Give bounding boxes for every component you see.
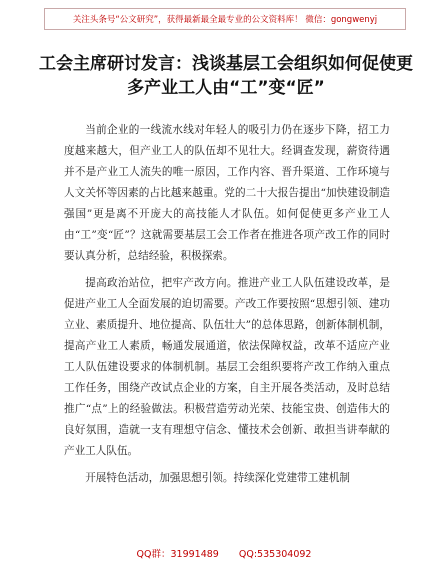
qq-group-text: QQ群：31991489 [136,549,219,560]
promo-banner [44,8,406,30]
page-footer [0,546,448,560]
paragraph: 提高政治站位，把牢产改方向。推进产业工人队伍建设改革，是促进产业工人全面发展的迫切需要。产改工作要按照“思想引领、建功立业、素质提升、地位提高、队伍壮大”的总体思路，创新体制机制，提高产业工人素质，畅通发展通道，依法保障权益，改革不适应产业工人队伍建设要求的体制机制。基层工会组织要将产改工作纳入重点工作任务，围绕产改试点企业的方案，自主开展各类活动，及时总结推广“点”上的经验做法。积极营造劳动光荣、技能宝贵、创造伟大的良好氛围，造就一支有理想守信念、懂技术会创新、敢担当讲奉献的产业工人队伍。 [64,277,390,457]
paragraph: 开展特色活动，加强思想引领。持续深化党建带工建机制 [85,472,351,484]
document-body [64,120,390,495]
document-title: 工会主席研讨发言：浅谈基层工会组织如何促使更多产业工人由“工”变“匠” [39,54,413,98]
qq-contact-text: QQ:535304092 [238,549,312,560]
promo-banner-text: 关注头条号“公文研究”，获得最新最全最专业的公文资料库！ 微信：gongwenyj [72,15,378,25]
paragraph: 当前企业的一线流水线对年轻人的吸引力仍在逐步下降，招工力度越来越大，但产业工人的队伍却不见壮大。经调查发现，薪资待遇并不是产业工人流失的唯一原因，工作内容、晋升渠道、工作环境与人文关怀等因素的占比越来越重。党的二十大报告提出“加快建设制造强国”更是离不开庞大的高技能人才队伍。如何促使更多产业工人由“工”变“匠”？这就需要基层工会工作者在推进各项产改工作的同时要认真分析，总结经验，积极探索。 [64,124,390,262]
